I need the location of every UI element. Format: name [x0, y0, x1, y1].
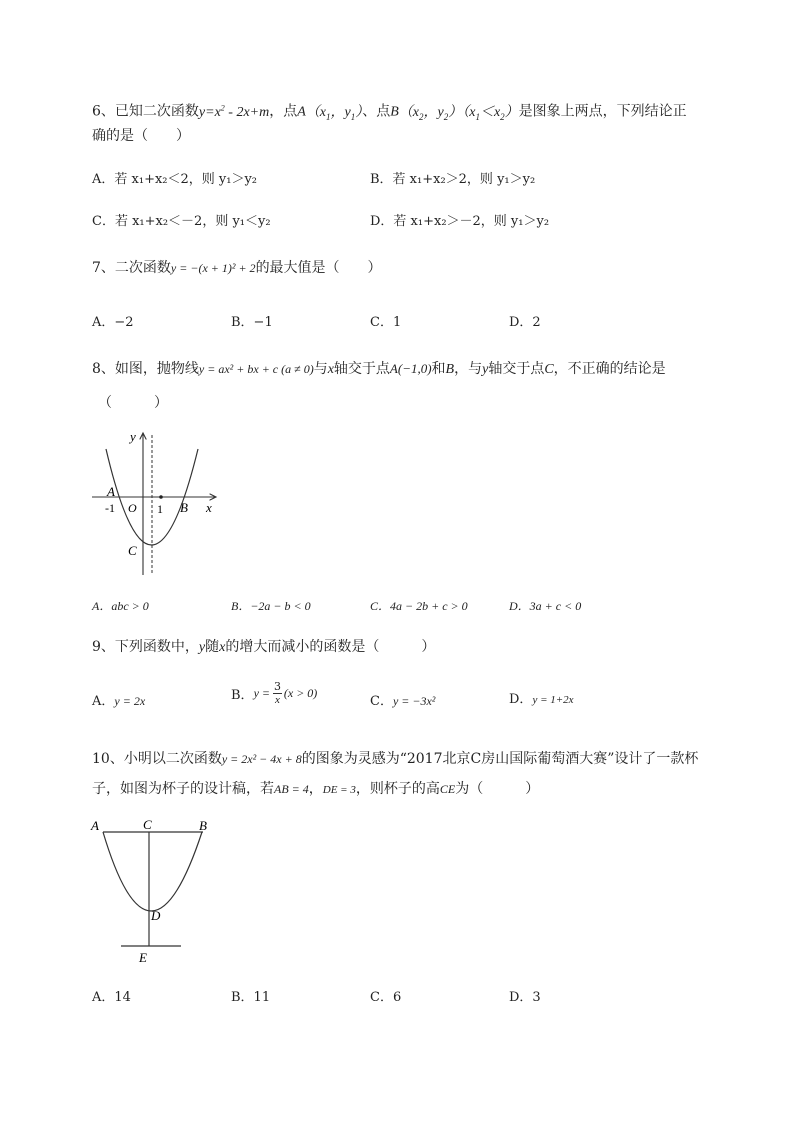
q7-stem: 7、二次函数y = −(x + 1)² + 2的最大值是（ ）	[92, 260, 382, 276]
q9-fraction: $\frac{3}{x}$	[273, 680, 281, 706]
q6-option-c[interactable]: C．若 x₁+x₂＜－2，则 y₁＜y₂	[92, 214, 271, 229]
q8-label-o: O	[128, 501, 137, 515]
q10-stem-line2: 子，如图为杯子的设计稿，若AB = 4，DE = 3，则杯子的高CE为（ ）	[92, 781, 540, 797]
q10-label-e: E	[139, 950, 147, 965]
q8-label-c: C	[128, 543, 137, 558]
q8-label-x: x	[206, 500, 212, 515]
q8-label-1: 1	[157, 502, 163, 516]
q7-option-c[interactable]: C．1	[370, 315, 402, 330]
q6-function: $y=x^2 - 2x+m$	[198, 103, 270, 120]
q10-label-d: D	[151, 908, 161, 923]
q10-option-a[interactable]: A．14	[92, 990, 131, 1005]
q7-option-b[interactable]: B．−1	[231, 315, 273, 330]
q8-option-b[interactable]: B．−2a − b < 0	[231, 599, 311, 613]
q10-option-c[interactable]: C．6	[370, 990, 402, 1005]
q8-stem-line1: 8、如图，抛物线y = ax² + bx + c (a ≠ 0)与x轴交于点A(−1,0)和B，与y轴交于点C，不正确的结论是	[92, 361, 666, 377]
q8-point-1-dot	[159, 495, 163, 499]
q7-option-d[interactable]: D．2	[509, 315, 541, 330]
q7-function: y = −(x + 1)² + 2	[170, 261, 256, 275]
q9-option-c[interactable]: C．y = −3x²	[370, 694, 436, 709]
q6-stem-line1: 6、已知二次函数$y=x^2 - 2x+m$，点$A(x_1$，$y_1$）、点$B(x_2$，$y_2)(x_1<x_2)$是图象上两点，下列结论正	[92, 103, 687, 122]
q9-stem: 9、下列函数中，y随x的增大而减小的函数是（ ）	[92, 639, 436, 655]
q6-option-a[interactable]: A．若 x₁+x₂＜2，则 y₁＞y₂	[92, 172, 258, 187]
q10-option-d[interactable]: D．3	[509, 990, 541, 1005]
q6-point-b: B	[390, 104, 399, 120]
q6-stem-line2: 确的是（ ）	[92, 128, 190, 144]
q9-option-d[interactable]: D．y = 1+2x	[509, 692, 574, 707]
q10-label-b: B	[199, 818, 207, 833]
q8-option-c[interactable]: C．4a − 2b + c > 0	[370, 599, 468, 613]
q8-label-a: A	[107, 484, 115, 499]
q9-option-b[interactable]: B． y = $\frac{3}{x}$ (x > 0)	[231, 680, 318, 706]
q10-label-c: C	[143, 817, 152, 832]
q10-option-b[interactable]: B．11	[231, 990, 271, 1005]
q8-label-b: B	[180, 500, 188, 515]
q8-option-d[interactable]: D．3a + c < 0	[509, 599, 582, 613]
q8-label-y: y	[130, 429, 136, 444]
q8-stem-line2: （ ）	[98, 395, 168, 411]
q6-option-d[interactable]: D．若 x₁+x₂＞－2，则 y₁＞y₂	[370, 214, 550, 229]
q6-text: 6、已知二次函数	[92, 103, 199, 120]
q10-stem-line1: 10、小明以二次函数y = 2x² − 4x + 8的图象为灵感为“2017北京C房山国际葡萄酒大赛”设计了一款杯	[92, 751, 699, 767]
q7-option-a[interactable]: A．−2	[92, 315, 134, 330]
q10-cup-curve	[103, 832, 202, 911]
q8-option-a[interactable]: A．abc > 0	[92, 599, 149, 613]
q8-point-a: A(−1,0)	[389, 361, 432, 376]
q6-option-b[interactable]: B．若 x₁+x₂＞2，则 y₁＞y₂	[370, 172, 536, 187]
q10-function: y = 2x² − 4x + 8	[221, 752, 302, 766]
q6-point-a: A	[297, 104, 306, 120]
q8-parabola-figure	[88, 425, 228, 580]
q9-option-a[interactable]: A．y = 2x	[92, 694, 146, 709]
q10-label-a: A	[91, 818, 99, 833]
q8-label-minus-1: -1	[105, 501, 115, 515]
q8-function: y = ax² + bx + c (a ≠ 0)	[198, 362, 314, 376]
q10-cup-figure	[88, 815, 218, 967]
